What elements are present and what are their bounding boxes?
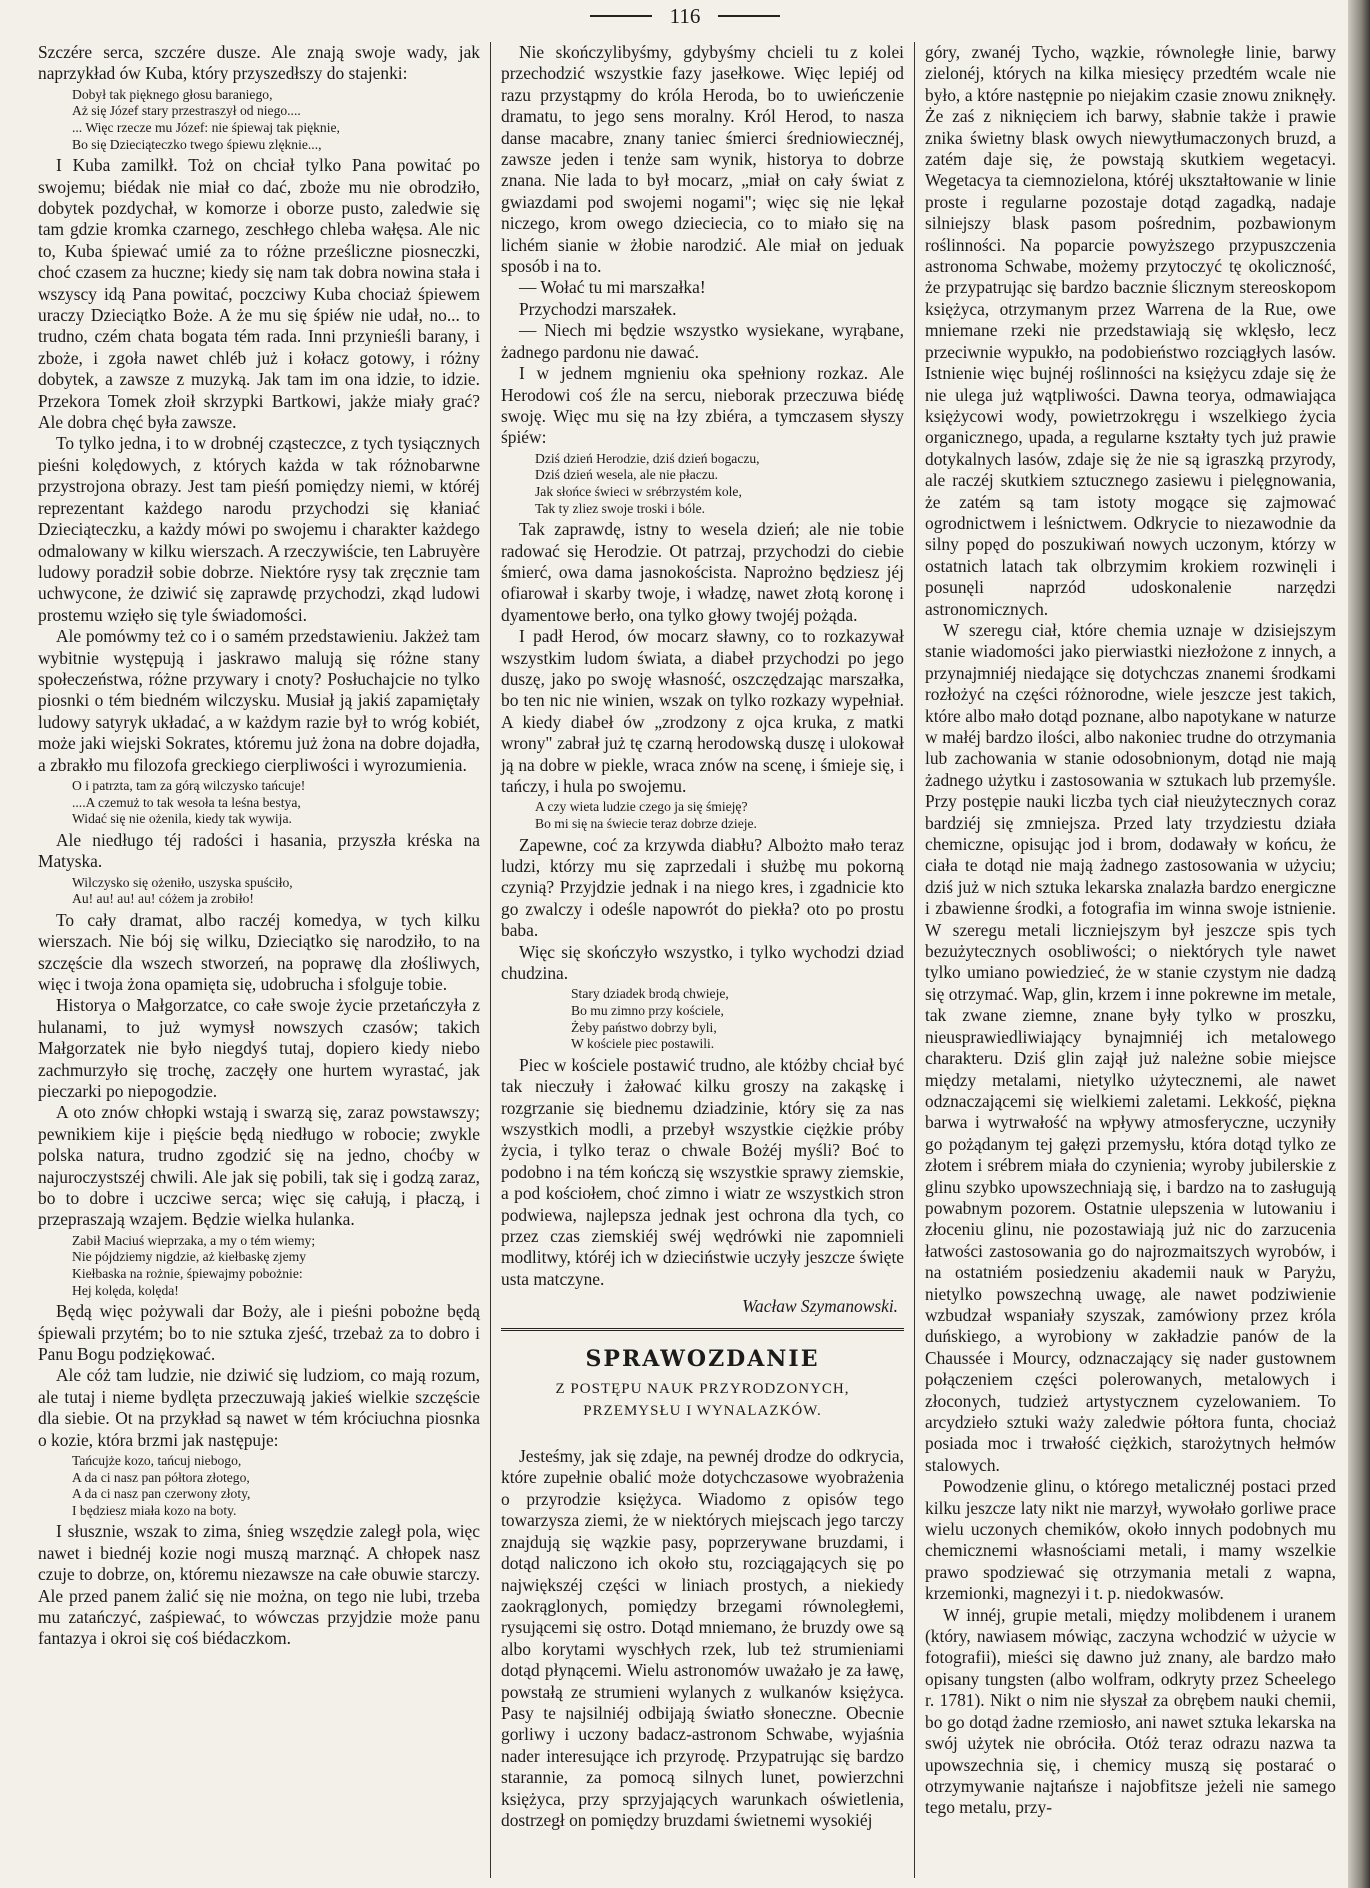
paragraph: I Kuba zamilkł. Toż on chciał tylko Pana powitać po swojemu; biédak nie miał co dać, zboże mu nie obrodziło, dobytek pozdychał, w komorze i oborze pusto, zaledwie się tam gdzie kromka czarnego, zeschłego chleba wałęsa. Ale nic to, Kuba śpiewać umié za to różne prześliczne piosneczki, choć czasem za huczne; kiedy się nam tak dobra nowina stała i wszyscy idą Pana powitać, poczciwy Kuba chociaż śpiewem uraczy Dzieciątko Boże. A że mu się śpiéw nie udał, no... to trudno, czém chata bogata tém rada. Inni przynieśli barany, i zboże, i zgoła nawet chléb już i kołacz gotowy, i różny dobytek, a zawsze z muzyką. Jak tam im ona idzie, to idzie. Przekora Tomek złoił skrzypki Bartkowi, jakże miały grać? Ale dobra chęć była zawsze. [38,155,480,433]
paragraph: A oto znów chłopki wstają i swarzą się, zaraz powstawszy; pewnikiem kije i pięście będą niedługo w robocie; zwykle polska natura, trudno zgodzić się na jedno, choćby w najuroczystszéj chwili. Ale jak się pobili, tak się i godzą zaraz, bo to dobre i uczciwe serca; więc się całują, i płaczą, i przepraszają wzajem. Będzie wielka hulanka. [38,1102,480,1230]
verse-line: Tak ty zliez swoje troski i bóle. [535,500,706,516]
page-edge-shadow [1348,0,1370,1888]
verse-line: Stary dziadek brodą chwieje, [571,986,729,1002]
paragraph: I w jednem mgnieniu oka spełniony rozkaz. Ale Herodowi coś źle na sercu, nieborak przeczuwa biédę swoję. Więc mu się na łzy zbiéra, a tymczasem słyszy śpiéw: [501,363,904,448]
paragraph: I słusznie, wszak to zima, śnieg wszędzie zaległ pola, więc nawet i biednéj kozie nogi muszą marznąć. A chłopek nasz czuje to dobrze, on, któremu niezawsze na całe obuwie starczy. Ale przed panem żalić się nie można, on tego nie lubi, trzeba mu zatańczyć, zaśpiewać, to wówczas przyjdzie może panu fantazya i okroi się coś biédaczkom. [38,1521,480,1649]
paragraph: W szeregu ciał, które chemia uznaje w dzisiejszym stanie wiadomości jako pierwiastki niezłożone z innych, a przynajmniéj niedające się dotychczas znanemi środkami rozłożyć na części różnorodne, wiele jeszcze jest takich, które albo mało dotąd poznane, albo napotykane w naturze w małéj bardzo ilości, albo nakoniec trudne do otrzymania lub zachowania w stanie odosobnionym, dotąd nie mają żadnego użytku i zastosowania w sztukach lub przemyśle. Przy postępie nauki liczba tych ciał nieużytecznych coraz bardziéj się zmniejsza. Przed laty trzydziestu działa chemiczne, opisując jod i brom, dodawały w końcu, że ciała te dotąd nie mają żadnego zastosowania w użyciu; dziś już w nich sztuka lekarska znalazła bardzo energiczne i zbawienne środki, a fotografia im winna swoje istnienie. W szeregu metali liczniejszym był jeszcze spis tych bezużytecznych osobliwości; o niektórych tyle nawet tylko umiano powiedzieć, że w stanie czystym nie dadzą się otrzymać. Wap, glin, krzem i inne pokrewne im metale, tak zwane ziemne, znane były tylko w proszku, nieusprawiedliwiający bynajmniéj ich metalowego charakteru. Dziś glin zajął już należne sobie miejsce między metalami, nietylko użytecznemi, ale nawet odznaczającemi się wielkiemi zaletami. Lekkość, piękna barwa i wytrwałość na wpływy atmosferyczne, uczyniły go pożądanym tej gałęzi przemysłu, która dotąd tylko ze złotem i srébrem miała do czynienia; wyroby jubilerskie z glinu szybko upowszechniają się, i bardzo na to zasługują powabnym pozorem. Ostatnie ulepszenia w lutowaniu i złoceniu glinu, nie pozostawiają już nic do zarzucenia łatwości zastosowania go do najrozmaitszych wyrobów, i na ostatniém posiedzeniu akademii nauk w Paryżu, nietylko powszechną uwagę, ale nawet podziwienie wzbudzał wspaniały szyszak, zamówiony przez króla duńskiego, a wyrobiony w zakładzie panów de la Chaussée i Mourcy, odznaczający się nader gustownem połączeniem części polerowanych, metalowych i złoconych, tudzież artystycznem cyzelowaniem. To arcydzieło sztuki waży zaledwie półtora funta, chociaż posiada moc i trwałość ciężkich, starożytnych hełmów stalowych. [925,619,1336,1475]
paragraph: Tak zaprawdę, istny to wesela dzień; ale nie tobie radować się Herodzie. Ot patrzaj, przychodzi do ciebie śmierć, owa dama jasnokoścista. Naprożno będziesz jéj ofiarował i skarby twoje, i władzę, nawet złotą koronę i dyamentowe berło, ona tylko głowy twojéj pożąda. [501,519,904,625]
verse-line: Aż się Józef stary przestraszył od niego.... [72,103,301,119]
paragraph: Piec w kościele postawić trudno, ale któżby chciał być tak nieczuły i żałować kilku groszy na zakąskę i rozgrzanie się biednemu dziadzinie, który się za nas wszystkich modli, a przebył wszystkie ciężkie próby życia, i tylko teraz o chwale Bożéj myśli? Boć to podobno i na tém kończą się wszystkie sprawy ziemskie, a pod kościołem, choć zimno i wiatr ze wszystkich stron podwiewa, najlepsza jednak jest ochrona dla tych, co przez czas ziemskiéj swéj wędrówki nie zapomnieli modlitwy, któréj ich w dzieciństwie uczyły jeszcze święte usta matczyne. [501,1054,904,1289]
verse-line: Bo się Dzieciąteczko twego śpiewu zlęknie..., [72,136,322,152]
paragraph: Zapewne, coć za krzywda diabłu? Albożto mało teraz ludzi, którzy mu się zaprzedali i służbę mu pokorną czynią? Przyjdzie jednak i na niego kres, i zgadnicie kto go zwalczy i odeśle napowrót do piekła? oto po prostu baba. [501,834,904,941]
paragraph: To cały dramat, albo raczéj komedya, w tych kilku wierszach. Nie bój się wilku, Dzieciątko się narodziło, to na szczęście dla wszech stworzeń, na poprawę dla złośliwych, więc i twoja żona opamięta się, udobrucha i sfolguje tobie. [38,909,480,994]
section-title: SPRAWOZDANIE [585,1345,820,1372]
verse-line: A czy wieta ludzie czego ja się śmieję? [535,799,748,815]
verse-line: Żeby państwo dobrzy byli, [571,1019,717,1035]
verse-line: Nie pójdziemy nigdzie, aż kiełbaskę zjemy [72,1249,307,1265]
verse-devil [535,799,904,832]
paragraph: Historya o Małgorzatce, co całe swoje życie przetańczyła z hulanami, to już wymysł nowszych czasów; takich Małgorzatek nie było niegdyś tutaj, dopiero kiedy niebo zachmurzyło się trochę, zaczęły one hurtem wyrastać, jak pieczarki po niepogodzie. [38,995,480,1101]
page-number: 116 [669,3,701,28]
paragraph: Więc się skończyło wszystko, i tylko wychodzi dziad chudzina. [501,941,904,983]
verse-line: I będziesz miała kozo na boty. [72,1502,237,1518]
verse-line: Bo mi się na świecie teraz dobrze dzieje. [535,815,757,831]
paragraph: Powodzenie glinu, o którego metalicznéj postaci przed kilku jeszcze laty nikt nie marzył, wywołało gorliwe prace wielu uczonych chemików, około innych podobnych mu chemicznemi własnościami metali, i mamy wszelkie prawo spodziewać się otrzymania metali z wapna, krzemionki, magnezyi i t. p. niedokwasów. [925,1476,1336,1604]
verse-old-man [571,986,904,1052]
author-signature: Wacław Szymanowski. [742,1296,898,1317]
verse-line: Au! au! au! au! cóżem ja zrobiło! [72,891,254,907]
paragraph: To tylko jedna, i to w drobnéj cząsteczce, z tych tysiącznych pieśni kolędowych, z których każda w tak różnobarwne przystrojona obrazy. Jest tam pieśń pomiędzy niemi, w któréj reprezentant każdego narodu przychodzi się kłaniać Dzieciąteczku, a każdy mówi po swojemu i charakter każdego odmalowany w kilku wierszach. A rzeczywiście, ten Labruyère ludowy poradził sobie dobrze. Niektóre rysy tak zręcznie tam uchwycone, że dziwić się zaprawdę przychodzi, zkąd ludowi prostemu wzięło się tyle świadomości. [38,433,480,625]
dialogue-line: — Niech mi będzie wszystko wysiekane, wyrąbane, żadnego pardonu nie dawać. [501,320,904,362]
verse-line: Jak słońce świeci w srébrzystém kole, [535,483,742,499]
page-header [0,4,1370,28]
paragraph: Ale pomówmy też co i o samém przedstawieniu. Jakżeż tam wybitnie występują i jaskrawo malują się różne stany społeczeństwa, różne przywary i cnoty? Posłuchajcie no tylko piosnki o tém biedném wilczysku. Musiał ją jakiś zapamiętały ludowy satyryk układać, a w każdym razie był to wróg kobiét, może jaki wiejski Sokrates, któremu już żona na dobre dojadła, a zbrakło mu filozofa greckiego cierpliwości i wyrozumienia. [38,626,480,775]
verse-line: O i patrzta, tam za górą wilczysko tańcuje! [72,777,306,793]
verse-line: Dobył tak pięknego głosu baraniego, [72,86,273,102]
column-middle [490,42,914,1878]
verse-line: W kościele piec postawili. [571,1036,715,1052]
verse-wolf-married [72,875,480,908]
verse-line: Hej kolęda, kolęda! [72,1282,179,1298]
paragraph: Będą więc pożywali dar Boży, ale i pieśni pobożne będą śpiewali przytém; bo to nie sztuka zjeść, trzebaż za to dobro i Panu Bogu podziękować. [38,1301,480,1365]
verse-line: Wilczysko się ożeniło, uszyska spuściło, [72,874,293,890]
paragraph: W innéj, grupie metali, między molibdenem i uranem (który, nawiasem mówiąc, zaczyna wchodzić w użycie w fotografii), mieści się dawno już znany, ale bardzo mało opisany tungsten (albo wolfram, odkryty przez Scheelego r. 1781). Nikt o nim nie słyszał za obrębem nauki chemii, bo go dotąd żadne rzemiosło, ani nawet sztuka lekarska na swój użytek nie obróciła. Otóż teraz odrazu nazwa ta upowszechnia się, i chemicy muszą się postarać o otrzymywanie najtańsze i najobfitsze jeżeli nie samego tego metalu, przy- [925,1604,1336,1818]
verse-line: Bo mu zimno przy kościele, [571,1003,724,1018]
verse-line: Dziś dzień Herodzie, dziś dzień bogaczu, [535,450,760,466]
column-right [914,42,1340,1878]
section-divider [501,1328,904,1331]
verse-line: Zabił Maciuś wieprzaka, a my o tém wiemy; [72,1232,316,1248]
verse-line: Widać się nie ożenila, kiedy tak wywija. [72,811,292,827]
verse-line: Kiełbaska na rożnie, śpiewajmy pobożnie: [72,1266,303,1282]
text-columns [38,42,1340,1878]
paragraph: Ale cóż tam ludzie, nie dziwić się ludziom, co mają rozum, ale tutaj i nieme bydlęta przeczuwają jakieś wielkie szczęście dla siebie. Ot na przykład są nawet w tém króciuchna piosnka o kozie, która brzmi jak następuje: [38,1365,480,1450]
paragraph: Ale niedługo téj radości i hasania, przyszła kréska na Matyska. [38,829,480,872]
verse-kuba [72,87,480,153]
verse-maciu [72,1233,480,1299]
verse-wolf [72,778,480,828]
paragraph: Nie skończylibyśmy, gdybyśmy chcieli tu z kolei przechodzić wszystkie fazy jasełkowe. Więc lepiéj od razu przystąpmy do króla Heroda, bo to uwieńczenie dramatu, to jego sens moralny. Król Herod, to nasza danse macabre, znany taniec śmierci średniowiecznéj, zawsze jeden i tenże sam wynik, historya to dobrze znana. Nie lada to był mocarz, „miał on cały świat z gwiazdami pod swojemi nogami"; więc się nie lękał niczego, krom owego dzieciecia, co to miało się na lichém sianie w żłobie narodzić. Ale miał on jeduak sposób i na to. [501,42,904,277]
paragraph: Szczére serca, szczére dusze. Ale znają swoje wady, jak naprzykład ów Kuba, który przyszedłszy do stajenki: [38,42,480,84]
dialogue-line: Przychodzi marszałek. [519,298,677,319]
verse-goat [72,1453,480,1519]
verse-line: A da ci nasz pan półtora złotego, [72,1469,250,1485]
verse-line: Dziś dzień wesela, ale nie płaczu. [535,467,719,483]
header-rule-right [718,15,780,17]
paragraph: I padł Herod, ów mocarz sławny, co to rozkazywał wszystkim ludom świata, a diabeł przychodzi po jego duszę, jako po swoję własność, oszczędzając marszałka, bo ten nic nie winien, wszak on tylko rozkazy wypełniał. A kiedy diabeł ów „zrodzony z ojca kruka, z matki wrony" zabrał już tę czarną herodowską duszę i ulokował ją na dobre w piekle, wraca znów na scenę, i śmieje się, i tańczy, i hula po swojemu. [501,626,904,796]
section-subtitle: Z POSTĘPU NAUK PRZYRODZONYCH, PRZEMYSŁU I WYNALAZKÓW. [555,1381,850,1420]
verse-line: ... Więc rzecze mu Józef: nie śpiewaj tak pięknie, [72,120,340,135]
dialogue-line: — Wołać tu mi marszałka! [519,277,706,298]
column-left [38,42,490,1878]
verse-line: A da ci nasz pan czerwony złoty, [72,1486,251,1502]
paragraph: góry, zwanéj Tycho, wązkie, równoległe linie, barwy zielonéj, których na kilka miesięcy przedtém wcale nie było, a które następnie po niejakim czasie znowu zniknęły. Że zaś z niknięciem ich barwy, słabnie także i prawie znika świetny blask owych niewytłumaczonych bruzd, a zatém daje się, że powstają skutkiem wegetacyi. Wegetacya ta ciemnozielona, któréj ukształtowanie w linie proste i regularne pozostaje dotąd zagadką, nadaje silniejszy blask pasom pośrednim, pozbawionym roślinności. Na poparcie powyższego przypuszczenia astronoma Schwabe, możemy przytoczyć tę okoliczność, że przypatrując się bardzo bacznie ślicznym stereoskopom księżyca, otrzymanym przez Warrena de la Rue, owe mniemane rzeki nie przedstawiają się wklęsło, lecz przeciwnie wypukło, na podobieństwo rozciągłych lasów. Istnienie więc bujnéj roślinności na księżycu zdaje się że nie ulega już wątpliwości. Dawna teorya, odmawiająca księżycowi wody, powietrzokręgu i wszelkiego życia organicznego, upada, a regularne kształty tych już prawie dotykalnych lasów, zdaje się że nie są igraszką przyrody, ale raczéj skutkiem sztucznego zasiewu i pielęgnowania, że zatém są tam istoty mogące się zajmować ogrodnictwem i leśnictwem. Odkrycie to niezawodnie da silny popęd do poszukiwań nowych uczonym, którzy w ostatnich latach tak olbrzymim krokiem rozwinęli i posunęli naprzód udoskonalenie narzędzi astronomicznych. [925,42,1336,619]
header-rule-left [590,15,652,17]
verse-line: Tańcujże kozo, tańcuj niebogo, [72,1453,242,1469]
paragraph: Jesteśmy, jak się zdaje, na pewnéj drodze do odkrycia, które zupełnie obalić może dotychczasowe wyobrażenia o przyrodzie księżyca. Wiadomo z opisów tego towarzysza ziemi, że w niektórych miejscach jego tarczy znajdują się wązkie pasy, poprzerywane bruzdami, i dotąd naliczono ich około stu, rozciągających się po największéj części w liniach prostych, a niekiedy zaokrąglonych, pomiędzy brzegami równoległemi, rysującemi się ostro. Dotąd mniemano, że bruzdy owe są albo korytami wyschłych rzek, lub też strumieniami dotąd płynącemi. Wielu astronomów uważało je za ławę, powstałą ze strumieni wylanych z wulkanów księżyca. Pasy te najsilniéj odbijają światło słoneczne. Obecnie gorliwy i uczony badacz-astronom Schwabe, wyjaśnia nader interesujące ich przyrodę. Przypatrując się bardzo starannie, za pomocą silnych lunet, powierzchni księżyca, przy sprzyjających warunkach oświetlenia, dostrzegł on pomiędzy bruzdami świetnemi wysokiéj [501,1446,904,1830]
verse-line: ....A czemuż to tak wesoła ta leśna bestya, [72,794,301,810]
verse-herod [535,451,904,517]
